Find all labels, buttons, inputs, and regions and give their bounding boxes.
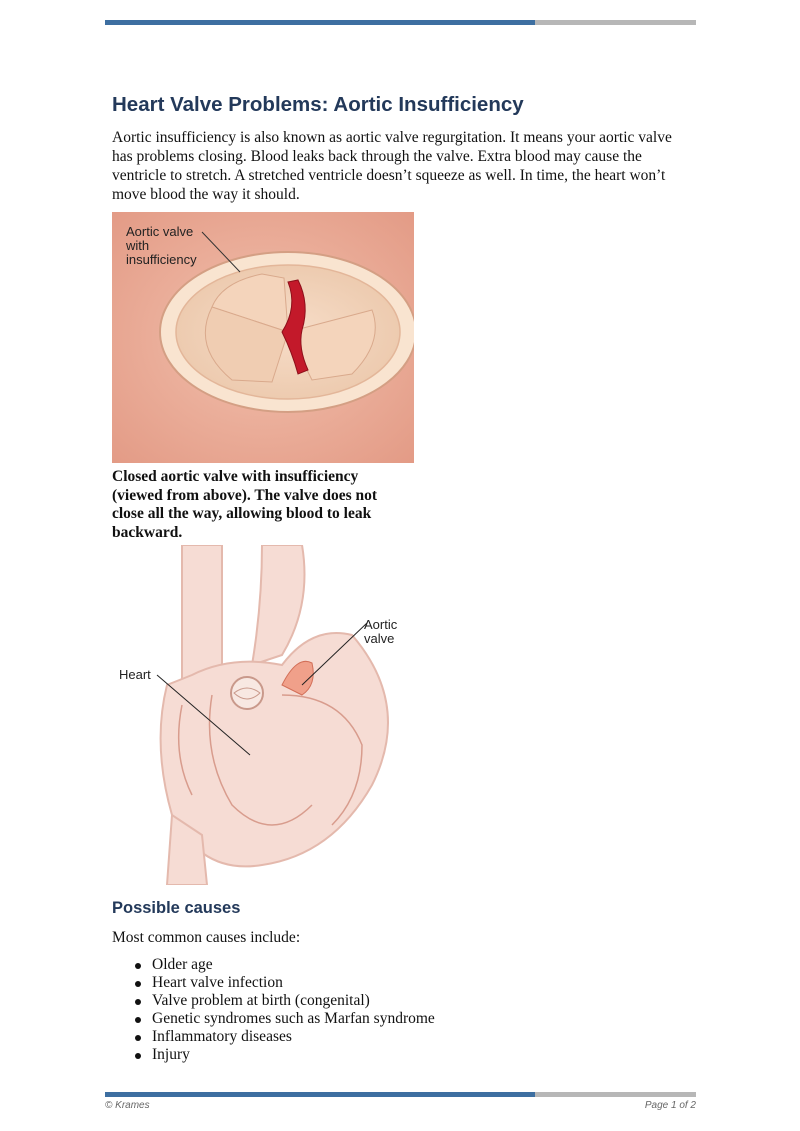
page-title: Heart Valve Problems: Aortic Insufficiency (112, 93, 524, 116)
list-item-text: Valve problem at birth (congenital) (152, 992, 370, 1009)
list-item (112, 992, 435, 1010)
bullet-icon (135, 1035, 141, 1041)
heart-label: Heart (119, 667, 151, 682)
valve-label-line3: insufficiency (126, 252, 197, 267)
causes-list (112, 956, 435, 1064)
footer-page-number: Page 1 of 2 (644, 1100, 696, 1111)
footer-rule-accent (105, 1092, 535, 1097)
header-rule (105, 20, 696, 25)
list-item (112, 1028, 435, 1046)
header-rule-accent (105, 20, 535, 25)
list-item-text: Injury (152, 1046, 190, 1063)
list-item-text: Inflammatory diseases (152, 1028, 292, 1045)
list-item (112, 974, 435, 992)
aortic-valve-label-line2: valve (364, 631, 395, 646)
footer-rule (105, 1092, 696, 1097)
bullet-icon (135, 1017, 141, 1023)
list-item-text: Genetic syndromes such as Marfan syndrome (152, 1010, 435, 1027)
bullet-icon (135, 1053, 141, 1059)
heart-illustration (112, 545, 412, 885)
valve-label-line2: with (126, 238, 150, 253)
list-item (112, 956, 435, 974)
list-item (112, 1010, 435, 1028)
figure-caption: Closed aortic valve with insufficiency (viewed from above). The valve does not close all the way, allowing blood to leak backward. (112, 468, 378, 541)
aortic-valve-label-line1: Aortic (364, 617, 398, 632)
bullet-icon (135, 999, 141, 1005)
valve-label-line1: Aortic valve (126, 224, 194, 239)
footer-copyright: © Krames (105, 1100, 150, 1111)
bullet-icon (135, 963, 141, 969)
bullet-icon (135, 981, 141, 987)
list-item (112, 1046, 435, 1064)
list-item-text: Older age (152, 956, 213, 973)
causes-lead: Most common causes include: (112, 929, 301, 946)
aortic-valve-illustration (112, 212, 414, 463)
section-heading-causes: Possible causes (112, 899, 241, 917)
list-item-text: Heart valve infection (152, 974, 283, 991)
intro-paragraph: Aortic insufficiency is also known as aortic valve regurgitation. It means your aortic valve has problems closing. Blood leaks back through the valve. Extra blood may cause the ventricle to stretch. A stretched ventricle doesn’t squeeze as well. In time, the heart won’t move blood the way it should. (112, 129, 672, 203)
